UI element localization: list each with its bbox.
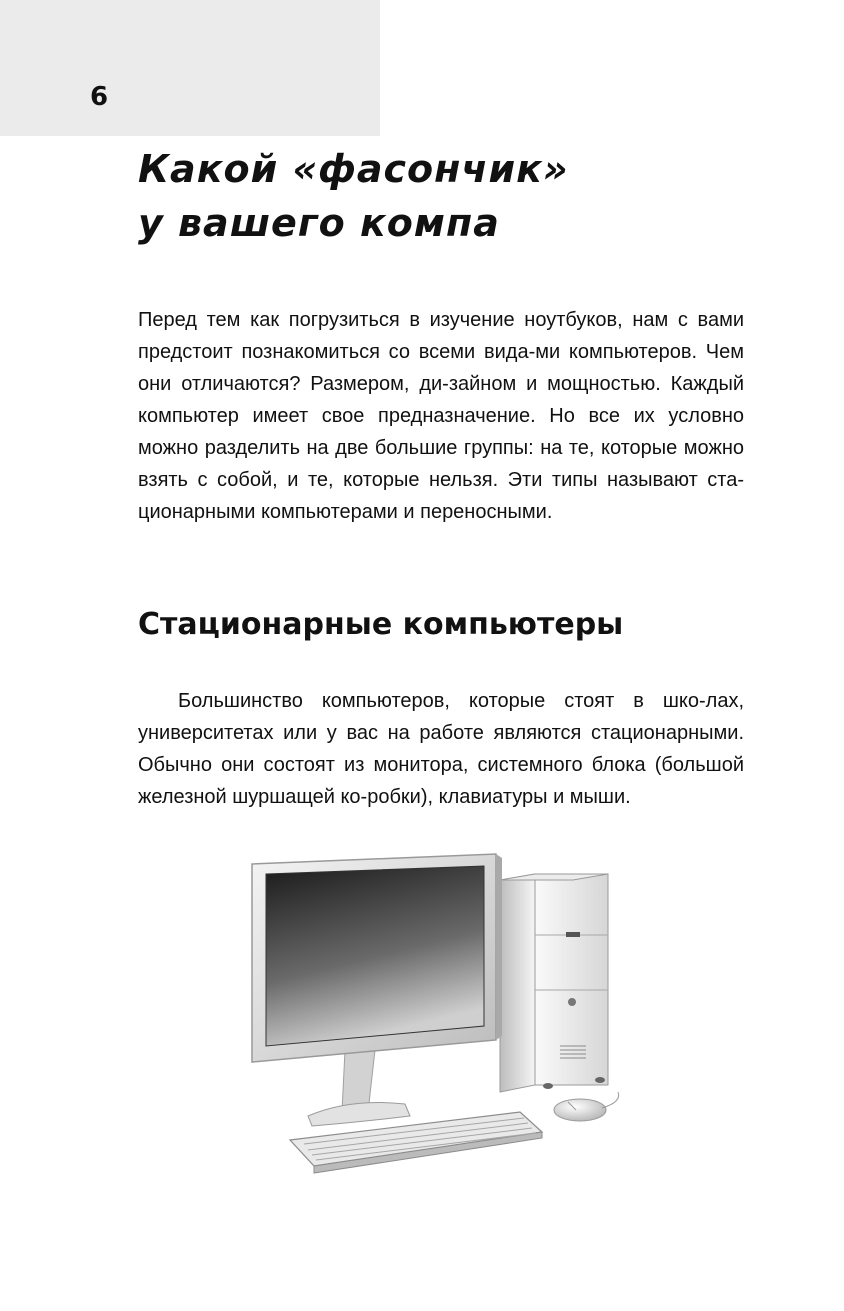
desktop-computer-icon (230, 850, 650, 1190)
section-paragraph: Большинство компьютеров, которые стоят в шко-лах, университетах или у вас на работе являются стационарными. Обычно они состоят из монитора, системного блока (большой железной шуршащей ко-робки), клавиатуры и мыши. (138, 690, 744, 808)
desktop-computer-illustration (230, 850, 650, 1190)
chapter-title-line1: Какой «фасончик» (138, 147, 569, 191)
chapter-title-line2: у вашего компа (138, 201, 500, 245)
page-number-box (0, 0, 380, 136)
intro-paragraph: Перед тем как погрузиться в изучение ноутбуков, нам с вами предстоит познакомиться со всеми вида-ми компьютеров. Чем они отличаются? Размером, ди-зайном и мощностью. Каждый компьютер имеет свое предназначение. Но все их условно можно разделить на две большие группы: на те, которые можно взять с собой, и те, которые нельзя. Эти типы называют ста-ционарными компьютерами и переносными. (138, 309, 744, 523)
page-number: 6 (90, 82, 109, 112)
section-title: Стационарные компьютеры (138, 607, 624, 642)
chapter-title (138, 142, 778, 250)
